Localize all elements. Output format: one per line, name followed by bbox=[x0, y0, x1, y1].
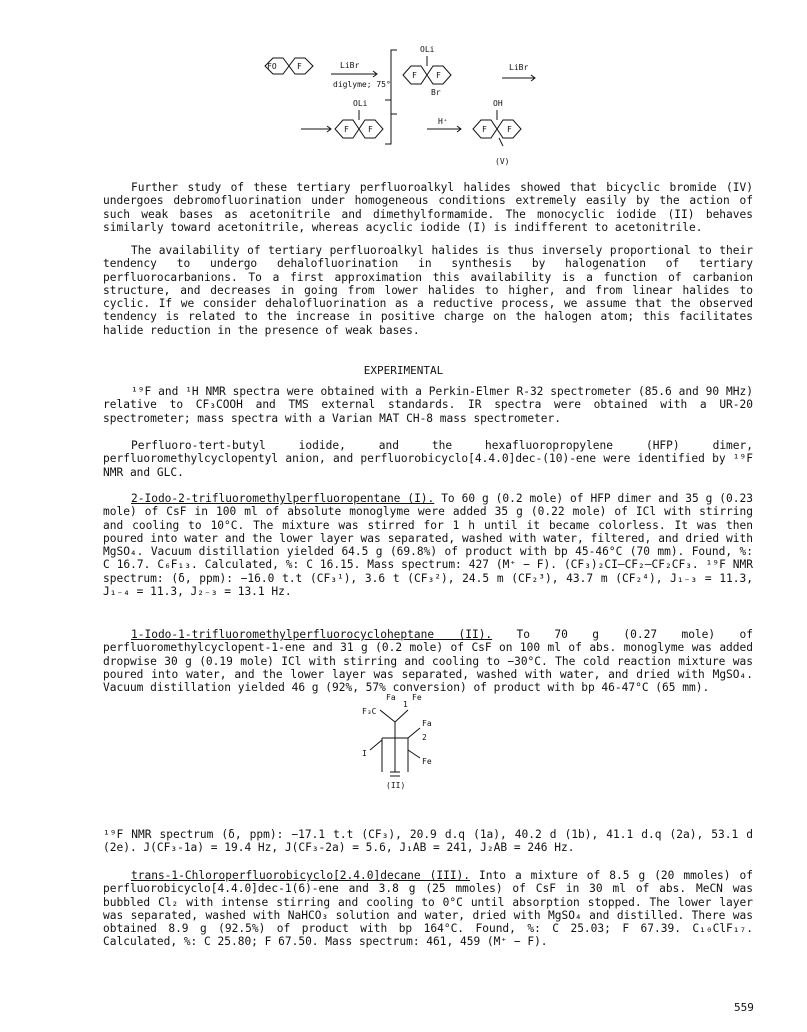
oh-label: OH bbox=[493, 99, 503, 108]
paragraph-2: The availability of tertiary perfluoroalkyl halides is thus inversely proportional to their tendency to undergo dehalofluorination in synthesis by halogenation of tertiary perfluorocarbanions. To a first approximation this availability is a function of carbanion structure, and decreases in going from lower halides to higher, and from linear halides to cyclic. If we consider dehalofluorination as a reductive process, we assume that the observed tendency is related to the increase in positive charge on the halogen atom; this facilitates halide reduction in the presence of weak bases. bbox=[103, 244, 753, 337]
acid-label: H⁺ bbox=[438, 117, 448, 126]
compound-i-title: 2-Iodo-2-trifluoromethylperfluoropentane (I). bbox=[131, 492, 435, 505]
structure-ii-svg bbox=[350, 690, 460, 790]
fa2-label: Fa bbox=[422, 719, 432, 728]
f-label-3: F bbox=[436, 71, 441, 80]
oli-top-label: OLi bbox=[420, 45, 435, 54]
structure-ii-caption: (II) bbox=[386, 781, 406, 790]
f-label-4: F bbox=[344, 125, 349, 134]
fe2-label: Fe bbox=[422, 757, 432, 766]
paragraph-5 bbox=[103, 492, 753, 598]
f-label-1: F bbox=[297, 62, 302, 71]
page-number: 559 bbox=[734, 1001, 754, 1014]
two-label: 2 bbox=[422, 733, 427, 742]
f-label-7: F bbox=[507, 125, 512, 134]
paragraph-3: ¹⁹F and ¹H NMR spectra were obtained with a Perkin-Elmer R-32 spectrometer (85.6 and 90 MHz) relative to CF₃COOH and TMS external standards. IR spectra were obtained with a UR-20 spectrometer; mass spectra with a Varian MAT CH-8 mass spectrometer. bbox=[103, 385, 753, 425]
paragraph-7: ¹⁹F NMR spectrum (δ, ppm): −17.1 t.t (CF₃), 20.9 d.q (1a), 40.2 d (1b), 41.1 d.q (2a), 53.1 d (2e). J(CF₃-1a) = 19.4 Hz, J(CF₃-2a) = 5.6, J₁AB = 241, J₂AB = 246 Hz. bbox=[103, 828, 753, 855]
paragraph-8 bbox=[103, 869, 753, 949]
f-label-2: F bbox=[412, 71, 417, 80]
f3c-label: F₃C bbox=[362, 707, 377, 716]
structure-ii-figure bbox=[350, 690, 460, 790]
libr-label-2: LiBr bbox=[509, 63, 529, 72]
reaction-scheme bbox=[255, 40, 565, 180]
compound-ii-title: 1-Iodo-1-trifluoromethylperfluorocycloheptane (II). bbox=[131, 628, 493, 641]
compound-ii-body: To 70 g (0.27 mole) of perfluoromethylcyclopent-1-ene and 31 g (0.2 mole) of CsF on 100 ml of abs. monoglyme was added dropwise 30 g (0.19 mole) ICl with stirring and cooling to −30°C. The cold reaction mixture was poured into water, and the lower layer was separated, washed with water, and dried with MgSO₄. Vacuum distillation yielded 46 g (92%, 57% conversion) of product with bp 46-47°C (65 mm). bbox=[103, 628, 753, 695]
paragraph-6 bbox=[103, 628, 753, 694]
reaction-scheme-svg bbox=[255, 40, 565, 180]
experimental-heading: EXPERIMENTAL bbox=[363, 364, 444, 377]
paragraph-4: Perfluoro-tert-butyl iodide, and the hexafluoropropylene (HFP) dimer, perfluoromethylcyclopentyl anion, and perfluorobicyclo[4.4.0]dec-(10)-ene were identified by ¹⁹F NMR and GLC. bbox=[103, 439, 753, 479]
fe-label: Fe bbox=[412, 693, 422, 702]
compound-v-label: (V) bbox=[495, 157, 510, 166]
compound-iii-body: Into a mixture of 8.5 g (20 mmoles) of perfluorobicyclo[4.4.0]dec-1(6)-ene and 3.8 g (25 mmoles) of CsF in 30 ml of abs. MeCN was bubbled Cl₂ with intense stirring and cooling to 0°C until absorption stopped. The lower layer was separated, washed with NaHCO₃ solution and water, dried with MgSO₄ and distilled. There was obtained 8.9 g (92.5%) of product with bp 164°C. Found, %: C 25.03; F 67.39. C₁₀ClF₁₇. Calculated, %: C 25.80; F 67.50. Mass spectrum: 461, 459 (M⁺ − F). bbox=[103, 869, 753, 949]
br-label: Br bbox=[431, 88, 441, 97]
oli-mid-label: OLi bbox=[353, 99, 368, 108]
one-label: 1 bbox=[403, 700, 408, 709]
i-label: I bbox=[362, 749, 367, 758]
compound-iii-title: trans-1-Chloroperfluorobicyclo[2.4.0]decane (III). bbox=[131, 869, 471, 882]
compound-i-body: To 60 g (0.2 mole) of HFP dimer and 35 g (0.23 mole) of CsF in 100 ml of absolute monoglyme were added 35 g (0.22 mole) of ICl with stirring and cooling to 10°C. The mixture was stirred for 1 h until it became colorless. It was then poured into water and the lower layer was separated, washed with water, filtered, and dried with MgSO₄. Vacuum distillation yielded 64.5 g (69.8%) of product with bp 45-46°C (70 mm). Found, %: C 16.7. C₆F₁₃. Calculated, %: C 16.15. Mass spectrum: 427 (M⁺ − F). (CF₃)₂CI–CF₂–CF₂CF₃. ¹⁹F NMR spectrum: (δ, ppm): −16.0 t.t (CF₃¹), 3.6 t (CF₃²), 24.5 m (CF₂³), 43.7 m (CF₂⁴), J₁₋₃ = 11.3, J₁₋₄ = 11.3, J₂₋₃ = 13.1 Hz. bbox=[103, 492, 753, 599]
paragraph-1: Further study of these tertiary perfluoroalkyl halides showed that bicyclic bromide (IV) undergoes debromofluorination under homogeneous conditions extremely easily by the action of such weak bases as acetonitrile and dimethylformamide. The monocyclic iodide (II) behaves similarly toward acetonitrile, whereas acyclic iodide (I) is indifferent to acetonitrile. bbox=[103, 181, 753, 234]
diglyme-label: diglyme; 75° bbox=[333, 80, 391, 89]
fa-label: Fa bbox=[386, 693, 396, 702]
f-label-5: F bbox=[368, 125, 373, 134]
libr-label-1: LiBr bbox=[340, 61, 360, 70]
f-label-6: F bbox=[482, 125, 487, 134]
fo-label: FO bbox=[267, 62, 277, 71]
